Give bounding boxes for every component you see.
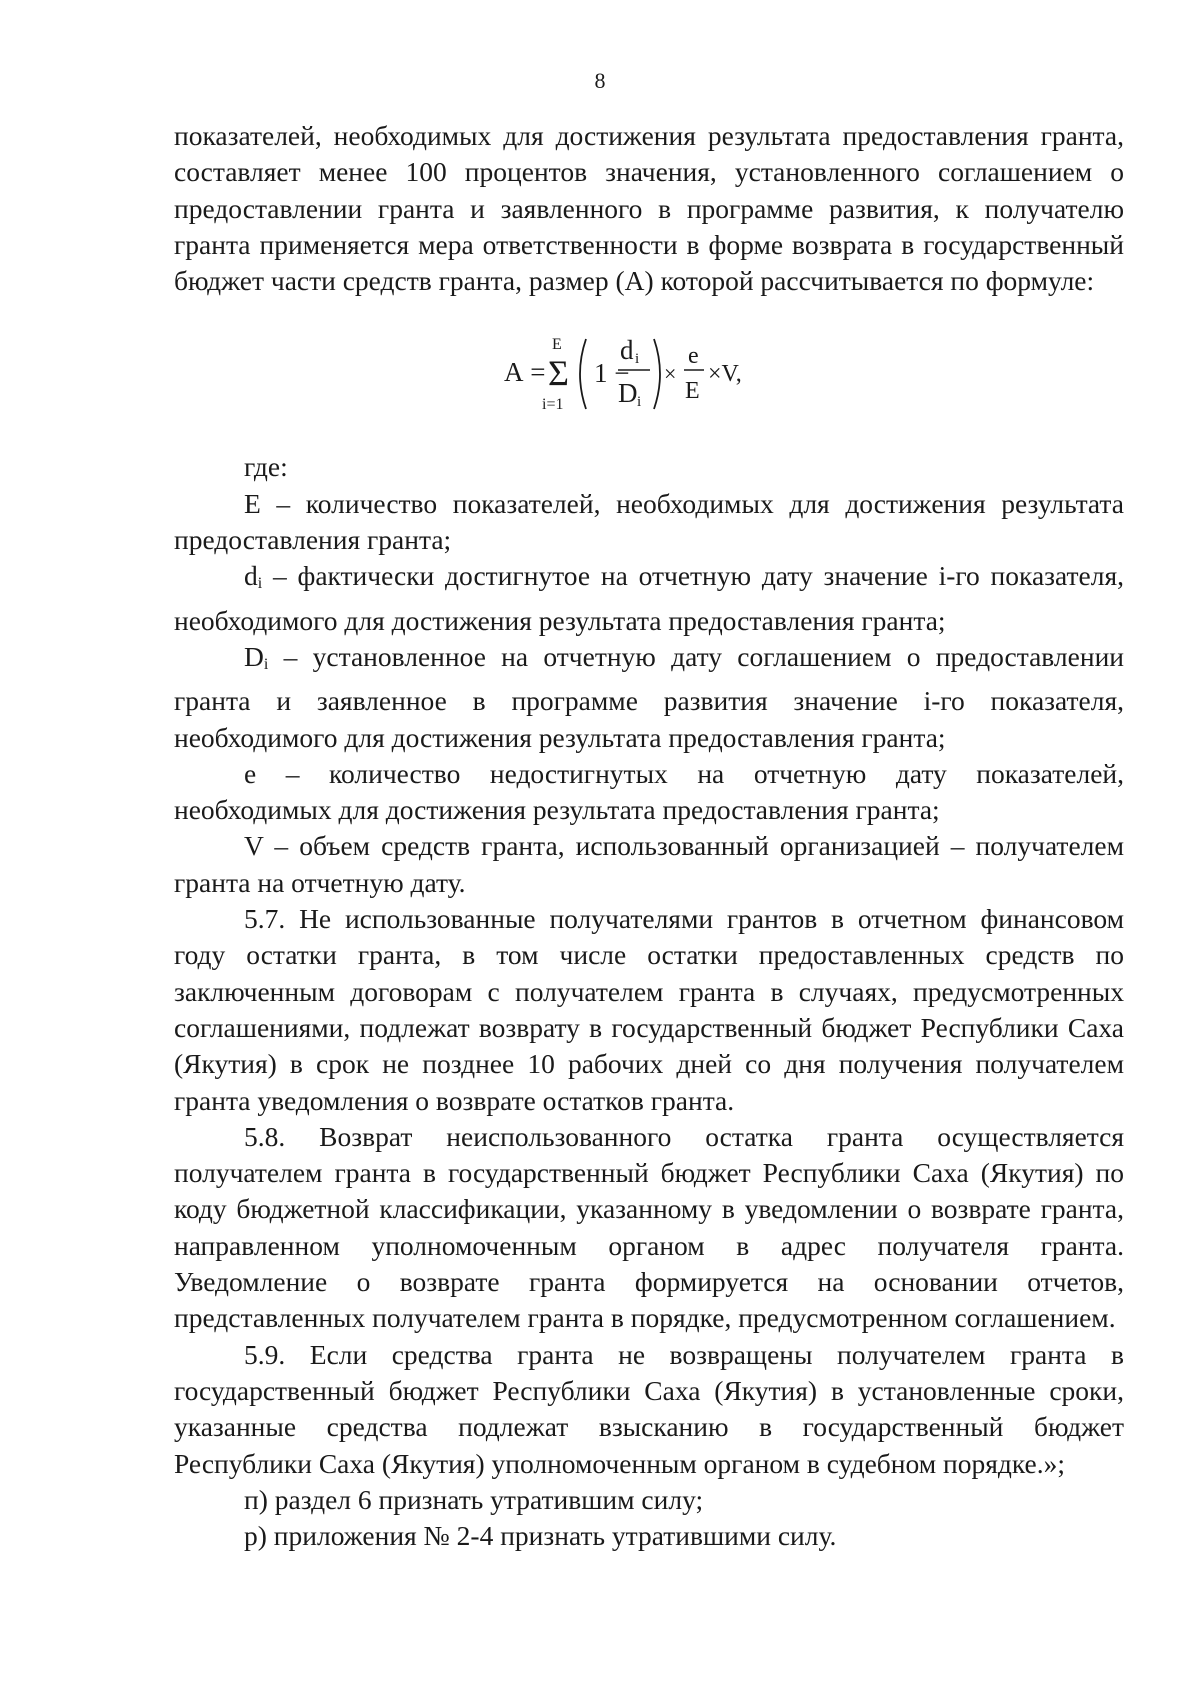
formula-frac2-num: e [688,343,699,370]
definition-di-text: – фактически достигнутое на отчетную дату значение i-го показателя, необходимого для достижения результата предоставления гранта; [174,560,1124,636]
symbol-D-sub: i [263,655,269,673]
formula-times: × [664,361,677,387]
definition-E: E – количество показателей, необходимых для достижения результата предоставления гранта; [174,487,1124,556]
formula-numerator: d [620,335,634,366]
symbol-d-sub: i [257,575,263,593]
page-number: 8 [594,68,606,93]
clause-5-7: 5.7. Не использованные получателями грантов в отчетном финансовом году остатки гранта, в том числе остатки предоставленных средств по заключенным договорам с получателем гранта в случаях, предусмотренных соглашениями, подлежат возврату в государственный бюджет Республики Саха (Якутия) в срок не позднее 10 рабочих дней со дня получения получателем гранта уведомления о возврате остатков гранта. [174,903,1124,1116]
item-r: р) приложения № 2-4 признать утратившими силу. [244,1520,837,1552]
formula-lhs: А = [504,357,546,388]
definition-Di-text: – установленное на отчетную дату соглашением о предоставлении гранта и заявленное в программе развития значение i-го показателя, необходимого для достижения результата предоставления гранта; [174,640,1124,753]
document-body [174,118,1124,1554]
formula-one-minus: 1 − [594,358,630,389]
where-label: где: [244,451,288,483]
formula-sigma: Σ [548,353,569,394]
clause-5-9: 5.9. Если средства гранта не возвращены получателем гранта в государственный бюджет Республики Саха (Якутия) в установленные сроки, указанные средства подлежат взысканию в государственный бюджет Республики Саха (Якутия) уполномоченным органом в судебном порядке.»; [174,1338,1124,1479]
formula [174,299,1124,449]
formula-sum-lower: i=1 [542,396,564,414]
symbol-d: d [244,560,258,592]
formula-numerator-sub: i [635,351,640,368]
formula-tail: ×V, [708,361,742,388]
definition-di [174,558,1124,639]
intro-paragraph: показателей, необходимых для достижения результата предоставления гранта, составляет менее 100 процентов значения, установленного соглашением о предоставлении гранта и заявленного в программе развития, к получателю гранта применяется мера ответственности в форме возврата в государственный бюджет части средств гранта, размер (А) которой рассчитывается по формуле: [174,120,1124,297]
formula-paren-right [654,339,660,409]
formula-denominator-sub: i [637,394,642,411]
formula-denominator: D [618,378,638,409]
definition-Di [174,639,1124,756]
formula-frac2-den: E [685,378,700,405]
definition-e: e – количество недостигнутых на отчетную дату показателей, необходимых для достижения результата предоставления гранта; [174,757,1124,826]
formula-graphic [504,309,804,439]
symbol-D: D [244,640,264,672]
formula-paren-left [580,339,586,409]
item-p: п) раздел 6 признать утратившим силу; [244,1483,704,1515]
definition-V: V – объем средств гранта, использованный организацией – получателем гранта на отчетную дату. [174,830,1124,898]
formula-sum-upper: E [552,336,562,354]
clause-5-8: 5.8. Возврат неиспользованного остатка гранта осуществляется получателем гранта в государственный бюджет Республики Саха (Якутия) по коду бюджетной классификации, указанному в уведомлении о возврате гранта, направленном уполномоченным органом в адрес получателя гранта. Уведомление о возврате гранта формируется на основании отчетов, представленных получателем гранта в порядке, предусмотренном соглашением. [174,1120,1124,1334]
